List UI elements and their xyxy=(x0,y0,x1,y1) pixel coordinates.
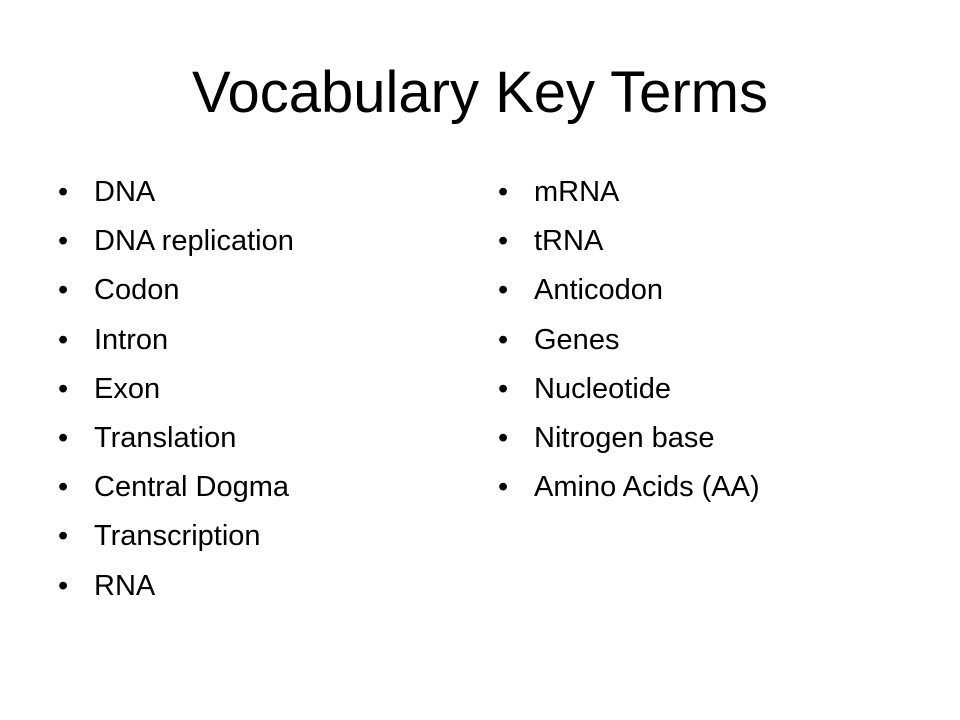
term-label: Codon xyxy=(94,274,180,307)
list-item xyxy=(58,217,458,266)
bullet-icon: • xyxy=(498,471,509,504)
term-label: DNA replication xyxy=(94,225,294,258)
bullet-icon: • xyxy=(498,372,509,405)
term-label: Transcription xyxy=(94,520,261,553)
bullet-icon: • xyxy=(498,421,509,454)
list-item xyxy=(498,365,918,414)
bullet-icon: • xyxy=(58,569,69,602)
bullet-icon: • xyxy=(498,323,509,356)
bullet-icon: • xyxy=(58,372,69,405)
list-item xyxy=(58,316,458,365)
bullet-icon: • xyxy=(58,274,69,307)
term-label: Nitrogen base xyxy=(534,421,715,454)
list-item xyxy=(498,266,918,315)
list-item xyxy=(498,316,918,365)
term-label: RNA xyxy=(94,569,156,602)
term-label: Amino Acids (AA) xyxy=(534,471,760,504)
bullet-icon: • xyxy=(58,176,69,208)
term-label: tRNA xyxy=(534,225,604,258)
list-item xyxy=(58,168,458,217)
list-item xyxy=(58,365,458,414)
bullet-icon: • xyxy=(498,225,509,258)
bullet-icon: • xyxy=(58,323,69,356)
term-label: DNA xyxy=(94,176,156,208)
list-item xyxy=(498,217,918,266)
term-label: Exon xyxy=(94,372,161,405)
right-term-list xyxy=(498,168,918,512)
term-label: Central Dogma xyxy=(94,471,290,504)
list-item xyxy=(498,463,918,512)
term-label: Anticodon xyxy=(534,274,663,307)
list-item xyxy=(58,562,458,611)
list-item xyxy=(58,512,458,561)
term-label: Intron xyxy=(94,323,169,356)
bullet-icon: • xyxy=(498,176,509,208)
term-label: Translation xyxy=(94,421,237,454)
bullet-icon: • xyxy=(498,274,509,307)
term-label: Nucleotide xyxy=(534,372,672,405)
left-term-list xyxy=(58,168,458,611)
term-label: Genes xyxy=(534,323,620,356)
list-item xyxy=(498,414,918,463)
list-item xyxy=(58,414,458,463)
bullet-icon: • xyxy=(58,520,69,553)
slide-title: Vocabulary Key Terms xyxy=(192,60,768,125)
bullet-icon: • xyxy=(58,225,69,258)
list-item xyxy=(58,266,458,315)
term-label: mRNA xyxy=(534,176,620,208)
bullet-icon: • xyxy=(58,471,69,504)
bullet-icon: • xyxy=(58,421,69,454)
list-item xyxy=(58,463,458,512)
list-item xyxy=(498,168,918,217)
